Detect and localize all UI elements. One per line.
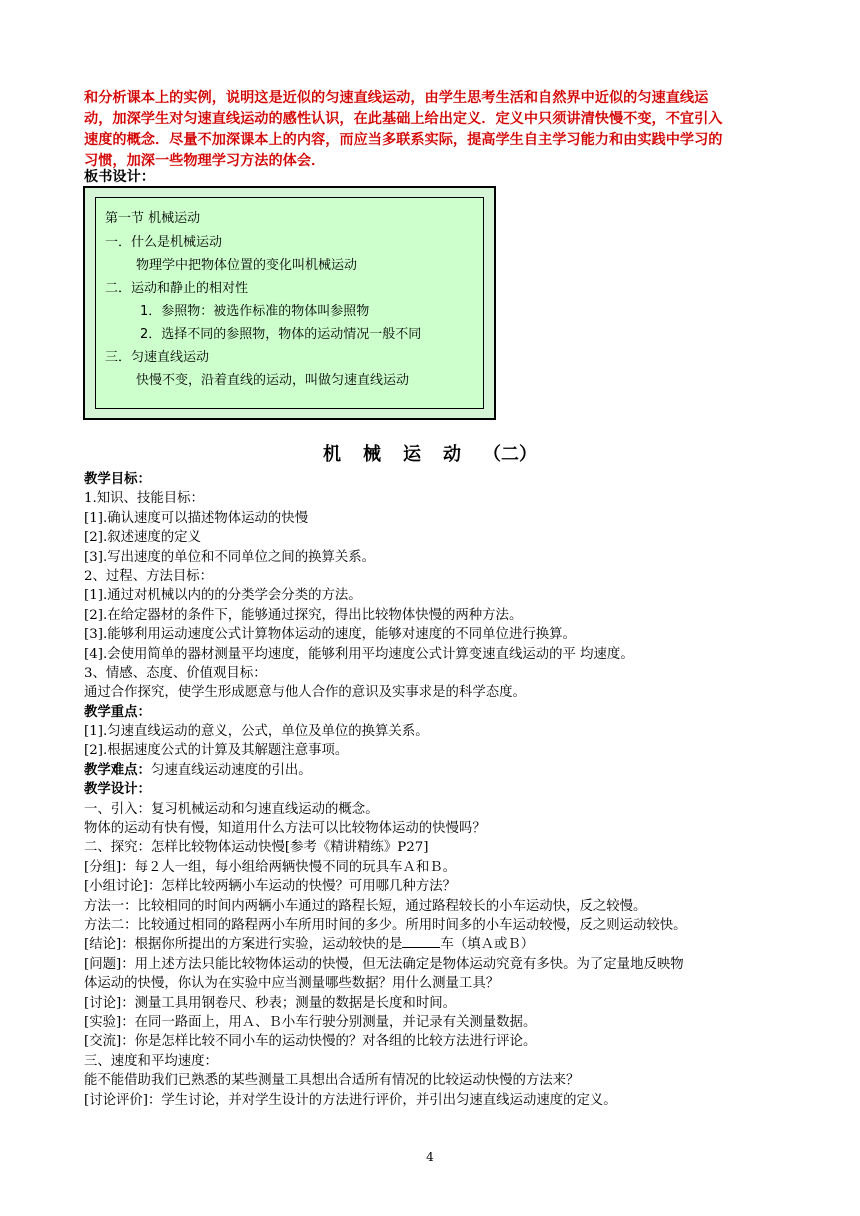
body-line: 能不能借助我们已熟悉的某些测量工具想出合适所有情况的比较运动快慢的方法来？ — [84, 1073, 580, 1089]
difficulty-line — [84, 761, 784, 780]
board-text: 2．选择不同的参照物，物体的运动情况一般不同 — [140, 327, 422, 342]
body-line: [2].叙述速度的定义 — [84, 530, 201, 546]
body-line: [3].能够利用运动速度公式计算物体运动的速度，能够对速度的不同单位进行换算。 — [84, 627, 576, 643]
body-line: 二、探究：怎样比较物体运动快慢[参考《精讲精练》P27] — [84, 840, 429, 856]
body-line: 方法二：比较通过相同的路程两小车所用时间的多少。所用时间多的小车运动较慢，反之则运动较快。 — [84, 917, 687, 933]
board-section-2: 二．运动和静止的相对性 — [105, 281, 249, 296]
board-text: 物理学中把物体位置的变化叫机械运动 — [136, 258, 358, 273]
body-line: 物体的运动有快有慢，知道用什么方法可以比较物体运动的快慢吗？ — [84, 821, 486, 837]
intro-line: 速度的概念．尽量不加深课本上的内容，而应当多联系实际，提高学生自主学习能力和由实践中学习的 — [84, 132, 723, 148]
board-section-3: 三．匀速直线运动 — [105, 350, 210, 365]
body-line: 2、过程、方法目标： — [84, 568, 214, 584]
design-heading: 教学设计： — [84, 782, 151, 798]
board-heading: 第一节 机械运动 — [105, 211, 201, 226]
board-section-1: 一．什么是机械运动 — [105, 235, 223, 250]
intro-line: 习惯，加深一些物理学习方法的体会． — [84, 153, 326, 169]
board-design-content — [95, 197, 484, 409]
difficulty-heading: 教学难点： — [84, 762, 151, 778]
body-line: 方法一：比较相同的时间内两辆小车通过的路程长短，通过路程较长的小车运动快，反之较慢。 — [84, 898, 647, 914]
goals-heading: 教学目标： — [84, 472, 151, 487]
board-design-box — [83, 186, 496, 420]
body-line: [3].写出速度的单位和不同单位之间的换算关系。 — [84, 549, 376, 565]
body-line: [4].会使用简单的器材测量平均速度，能够利用平均速度公式计算变速直线运动的平 均速度。 — [84, 646, 634, 662]
body-line: [1].匀速直线运动的意义，公式，单位及单位的换算关系。 — [84, 724, 429, 740]
conclusion-suffix: 车（填Ａ或Ｂ） — [440, 937, 535, 953]
conclusion-text: [结论]：根据你所提出的方案进行实验，运动较快的是 — [84, 937, 403, 953]
body-line: 1.知识、技能目标： — [84, 491, 204, 507]
body-line: 3、情感、态度、价值观目标： — [84, 665, 267, 681]
body-line: [实验]：在同一路面上，用Ａ、Ｂ小车行驶分别测量，并记录有关测量数据。 — [84, 1014, 537, 1030]
body-line: [分组]：每２人一组，每小组给两辆快慢不同的玩具车Ａ和Ｂ。 — [84, 859, 456, 875]
body-line: [小组讨论]：怎样比较两辆小车运动的快慢？可用哪几种方法？ — [84, 879, 456, 895]
body-line: [交流]：你是怎样比较不同小车的运动快慢的？对各组的比较方法进行评论。 — [84, 1034, 537, 1050]
fill-blank — [402, 935, 440, 948]
body-line: 一、引入：复习机械运动和匀速直线运动的概念。 — [84, 801, 379, 817]
body-line: [问题]：用上述方法只能比较物体运动的快慢，但无法确定是物体运动究竟有多快。为了定量地反映物 — [84, 956, 684, 972]
title-suffix: （二） — [483, 444, 537, 465]
body-line: [1].通过对机械以内的的分类学会分类的方法。 — [84, 588, 362, 604]
lesson-body — [84, 470, 784, 1110]
intro-paragraph — [84, 88, 774, 172]
body-line: [讨论评价]：学生讨论，并对学生设计的方法进行评价，并引出匀速直线运动速度的定义。 — [84, 1092, 617, 1108]
body-line: 通过合作探究，使学生形成愿意与他人合作的意识及实事求是的科学态度。 — [84, 685, 526, 701]
difficulty-text: 匀速直线运动速度的引出。 — [150, 762, 312, 778]
title-main: 机械运动 — [323, 444, 483, 465]
page-number: 4 — [426, 1150, 434, 1164]
key-points-heading: 教学重点： — [84, 704, 151, 720]
body-line: [1].确认速度可以描述物体运动的快慢 — [84, 510, 309, 526]
conclusion-line — [84, 935, 784, 954]
body-line: [2].在给定器材的条件下，能够通过探究，得出比较物体快慢的两种方法。 — [84, 607, 523, 623]
section-title — [0, 440, 860, 466]
body-line: [2].根据速度公式的计算及其解题注意事项。 — [84, 743, 349, 759]
intro-line: 和分析课本上的实例，说明这是近似的匀速直线运动，由学生思考生活和自然界中近似的匀速直线运 — [84, 90, 709, 106]
board-text: 快慢不变，沿着直线的运动，叫做匀速直线运动 — [136, 373, 410, 388]
board-text: 1．参照物：被选作标准的物体叫参照物 — [140, 304, 370, 319]
board-design-label: 板书设计： — [84, 169, 155, 185]
intro-line: 动，加深学生对匀速直线运动的感性认识，在此基础上给出定义．定义中只须讲清快慢不变，不宜引入 — [84, 111, 723, 127]
body-line: 体运动的快慢，你认为在实验中应当测量哪些数据？用什么测量工具？ — [84, 976, 500, 992]
body-line: 三、速度和平均速度： — [84, 1053, 218, 1069]
body-line: [讨论]：测量工具用钢卷尺、秒表；测量的数据是长度和时间。 — [84, 995, 456, 1011]
